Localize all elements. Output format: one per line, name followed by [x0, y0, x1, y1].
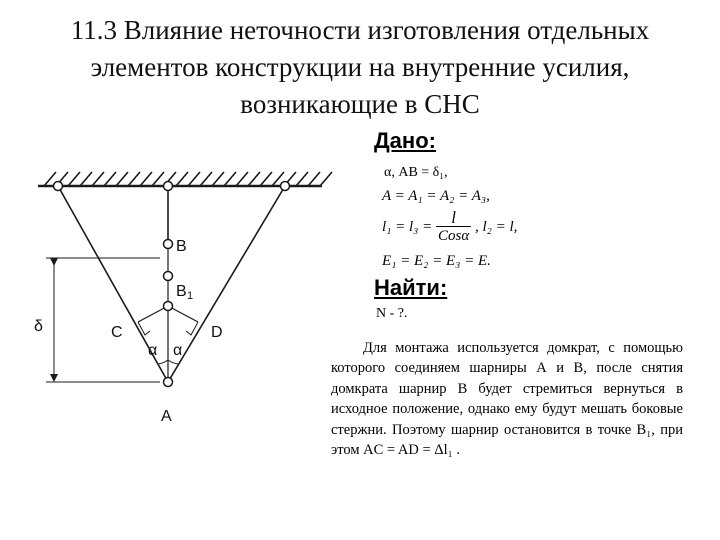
given-heading: Дано:: [374, 128, 436, 153]
given-lengths: [382, 210, 517, 245]
node-b: [164, 240, 173, 249]
hatch-stroke: [212, 172, 224, 186]
hatch-stroke: [296, 172, 308, 186]
given-lengths-left: l₁ = l₃ =: [382, 218, 433, 235]
nodes: [54, 182, 290, 387]
given-lengths-right: , l₂ = l,: [474, 218, 518, 235]
label-alpha-left: α: [148, 342, 158, 359]
hatch-stroke: [80, 172, 92, 186]
hatch-stroke: [260, 172, 272, 186]
hatch-stroke: [308, 172, 320, 186]
angle-arc-right: [168, 360, 178, 364]
hatch-stroke: [224, 172, 236, 186]
node-a: [164, 378, 173, 387]
label-delta: δ: [34, 318, 43, 335]
hatch-stroke: [128, 172, 140, 186]
explanation-paragraph: [331, 338, 683, 460]
given-areas: A = A₁ = A₂ = A₃,: [382, 188, 490, 204]
hatch-stroke: [188, 172, 200, 186]
diagram-labels: [34, 238, 223, 425]
hatch-stroke: [236, 172, 248, 186]
bars: [58, 186, 285, 382]
label-b1-subscript: 1: [187, 290, 194, 302]
hatch-stroke: [176, 172, 188, 186]
explanation-text: Для монтажа используется домкрат, с помощью которого соединяем шарниры А и В, после снятия домкрата шарнир В будет стремиться вернуться в исходное положение, однако ему будут мешать боковые стержни. Поэтому шарнир остановится в точке B₁, при этом AC = AD = Δl₁ .: [331, 340, 683, 459]
label-a: A: [161, 408, 172, 425]
fraction-denominator: Cosα: [438, 228, 470, 244]
hatch-stroke: [140, 172, 152, 186]
angle-arc-left: [158, 360, 168, 364]
hatch-stroke: [200, 172, 212, 186]
hatch-stroke: [116, 172, 128, 186]
hatch-stroke: [320, 172, 332, 186]
node-b-bottom-jack: [164, 272, 173, 281]
label-c: C: [111, 324, 123, 341]
fraction-numerator: l: [451, 208, 456, 227]
hatch-stroke: [92, 172, 104, 186]
hatch-stroke: [104, 172, 116, 186]
node-left-support: [54, 182, 63, 191]
find-heading: Найти:: [374, 275, 448, 300]
node-b1: [164, 302, 173, 311]
right-angle-d: [186, 322, 198, 335]
hatch-stroke: [152, 172, 164, 186]
label-b: B: [176, 238, 187, 255]
node-middle-support: [164, 182, 173, 191]
length-fraction: [436, 210, 471, 245]
title-line-2: элементов конструкции на внутренние усилия,: [90, 52, 630, 82]
given-moduli: E₁ = E₂ = E₃ = E.: [382, 253, 491, 269]
label-alpha-right: α: [173, 342, 183, 359]
label-b1: B: [176, 283, 187, 300]
title-line-3: возникающие в СНС: [240, 89, 480, 119]
label-d: D: [211, 324, 223, 341]
title-line-1: 11.3 Влияние неточности изготовления отдельных: [70, 15, 650, 45]
hatch-stroke: [248, 172, 260, 186]
node-right-support: [281, 182, 290, 191]
find-line: N - ?.: [376, 306, 408, 321]
given-line-1: α, AB = δ₁,: [384, 165, 448, 180]
hatch-stroke: [68, 172, 80, 186]
